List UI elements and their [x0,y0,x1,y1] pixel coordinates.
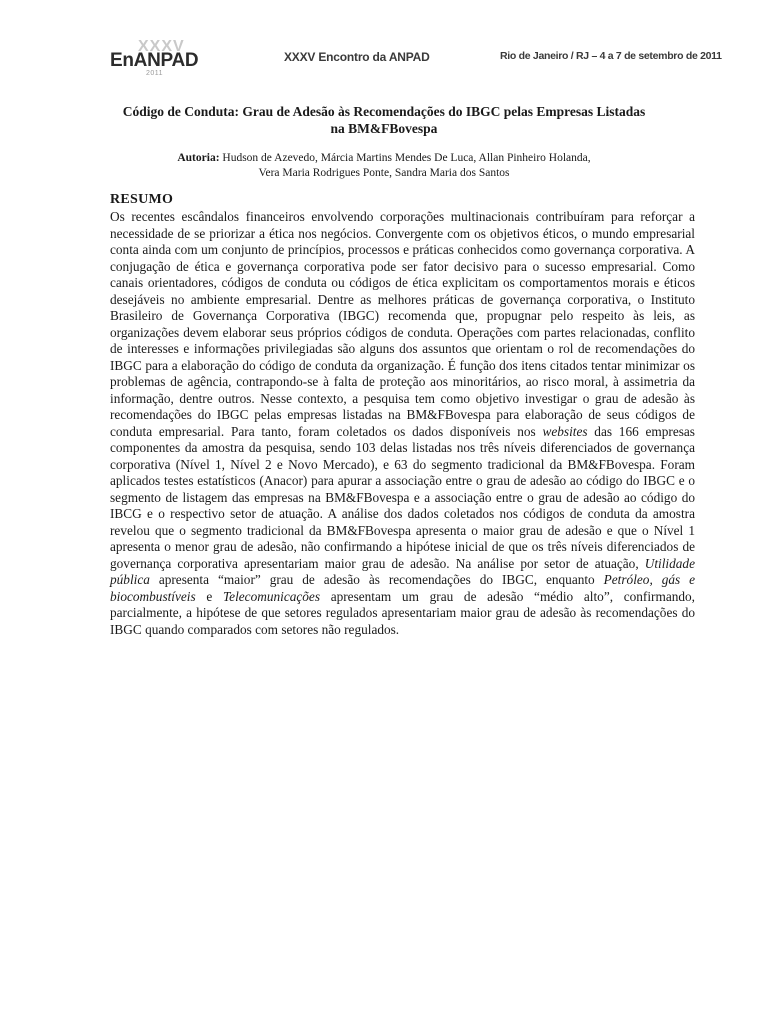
abstract-emphasis-utilidade: Utilidade pública [110,555,695,587]
abstract-part-4: e [195,588,213,604]
logo-text: EnANPAD [110,50,199,71]
logo-watermark: XXXV [138,38,185,55]
event-place-date: Rio de Janeiro / RJ – 4 a 7 de setembro de 2011 [500,50,722,62]
abstract-emphasis-petroleo: Petróleo, gás e biocombustíveis [110,572,695,604]
abstract-part-5: apresentam um grau de adesão “médio alto”, confirmando, parcialmente, a hipótese de que setores regulados apresentariam maior grau de adesão às recomendações do IBGC quando comparados com setores não regulados. [110,588,695,637]
abstract-heading: RESUMO [110,192,174,207]
abstract-part-2: das 166 empresas componentes da amostra da pesquisa, sendo 103 delas listadas nos três níveis diferenciados de governança corporativa (Nível 1, Nível 2 e Novo Mercado), e 63 do segmento tradicional da BM&FBovespa. Foram aplicados testes estatísticos (Anacor) para apurar a associação entre o grau de adesão ao código do IBGC e o segmento de listagem das empresas na BM&FBovespa e a associação entre o grau de adesão ao código do IBCG e o respectivo setor de atuação. A análise dos dados coletados nos códigos de conduta da amostra revelou que o segmento tradicional da BM&FBovespa apresenta o maior grau de adesão e que o Nível 1 apresenta o menor grau de adesão, não confirmando a hipótese inicial de que os três níveis diferenciados de governança corporativa apresentariam maior grau de adesão. Na análise por setor de atuação, [110,423,695,571]
abstract-part-1: Os recentes escândalos financeiros envolvendo corporações multinacionais contribuíram para reforçar a necessidade de se priorizar a ética nos negócios. Convergente com os objetivos éticos, o mundo empresarial conta ainda com um conjunto de princípios, processos e práticas conhecidos como governança corporativa. A conjugação de ética e governança corporativa pode ser fator decisivo para o sucesso empresarial. Como canais orientadores, códigos de conduta ou códigos de ética explicitam os comportamentos morais e éticos desejáveis no ambiente empresarial. Dentre as melhores práticas de governança corporativa, o Instituto Brasileiro de Governança Corporativa (IBGC) recomenda que, propugnar pelo respeito às leis, as organizações devem elaborar seus próprios códigos de conduta. Operações com partes relacionadas, conflito de interesses e informações privilegiadas são alguns dos assuntos que orientam o rol de recomendações do IBGC para a elaboração do código de conduta da organização. É função dos itens citados tentar minimizar os problemas de agência, contrapondo-se à falta de proteção aos minoritários, ao risco moral, à assimetria da informação, dentre outros. Nesse contexto, a pesquisa tem como objetivo investigar o grau de adesão às recomendações do IBGC pelas empresas listadas na BM&FBovespa para elaboração de seus códigos de conduta empresarial. Para tanto, foram coletados os dados disponíveis nos [110,209,695,439]
enanpad-logo [110,40,202,80]
authors-label: Autoria: [177,152,220,164]
abstract-text [110,209,695,638]
authors-line-2: Vera Maria Rodrigues Ponte, Sandra Maria dos Santos [258,167,510,179]
paper-title: Código de Conduta: Grau de Adesão às Recomendações do IBGC pelas Empresas Listadas na BM&FBovespa [122,104,646,136]
event-name: XXXV Encontro da ANPAD [284,50,430,64]
authors-line-1: Hudson de Azevedo, Márcia Martins Mendes De Luca, Allan Pinheiro Holanda, [222,152,591,164]
abstract-emphasis-telecom: Telecomunicações [223,588,320,604]
page-header [0,36,768,80]
authors-block [118,151,650,181]
abstract-part-3: apresenta “maior” grau de adesão às recomendações do IBGC, enquanto [149,572,595,587]
logo-year: 2011 [146,70,164,77]
abstract-emphasis-websites: websites [542,423,588,439]
